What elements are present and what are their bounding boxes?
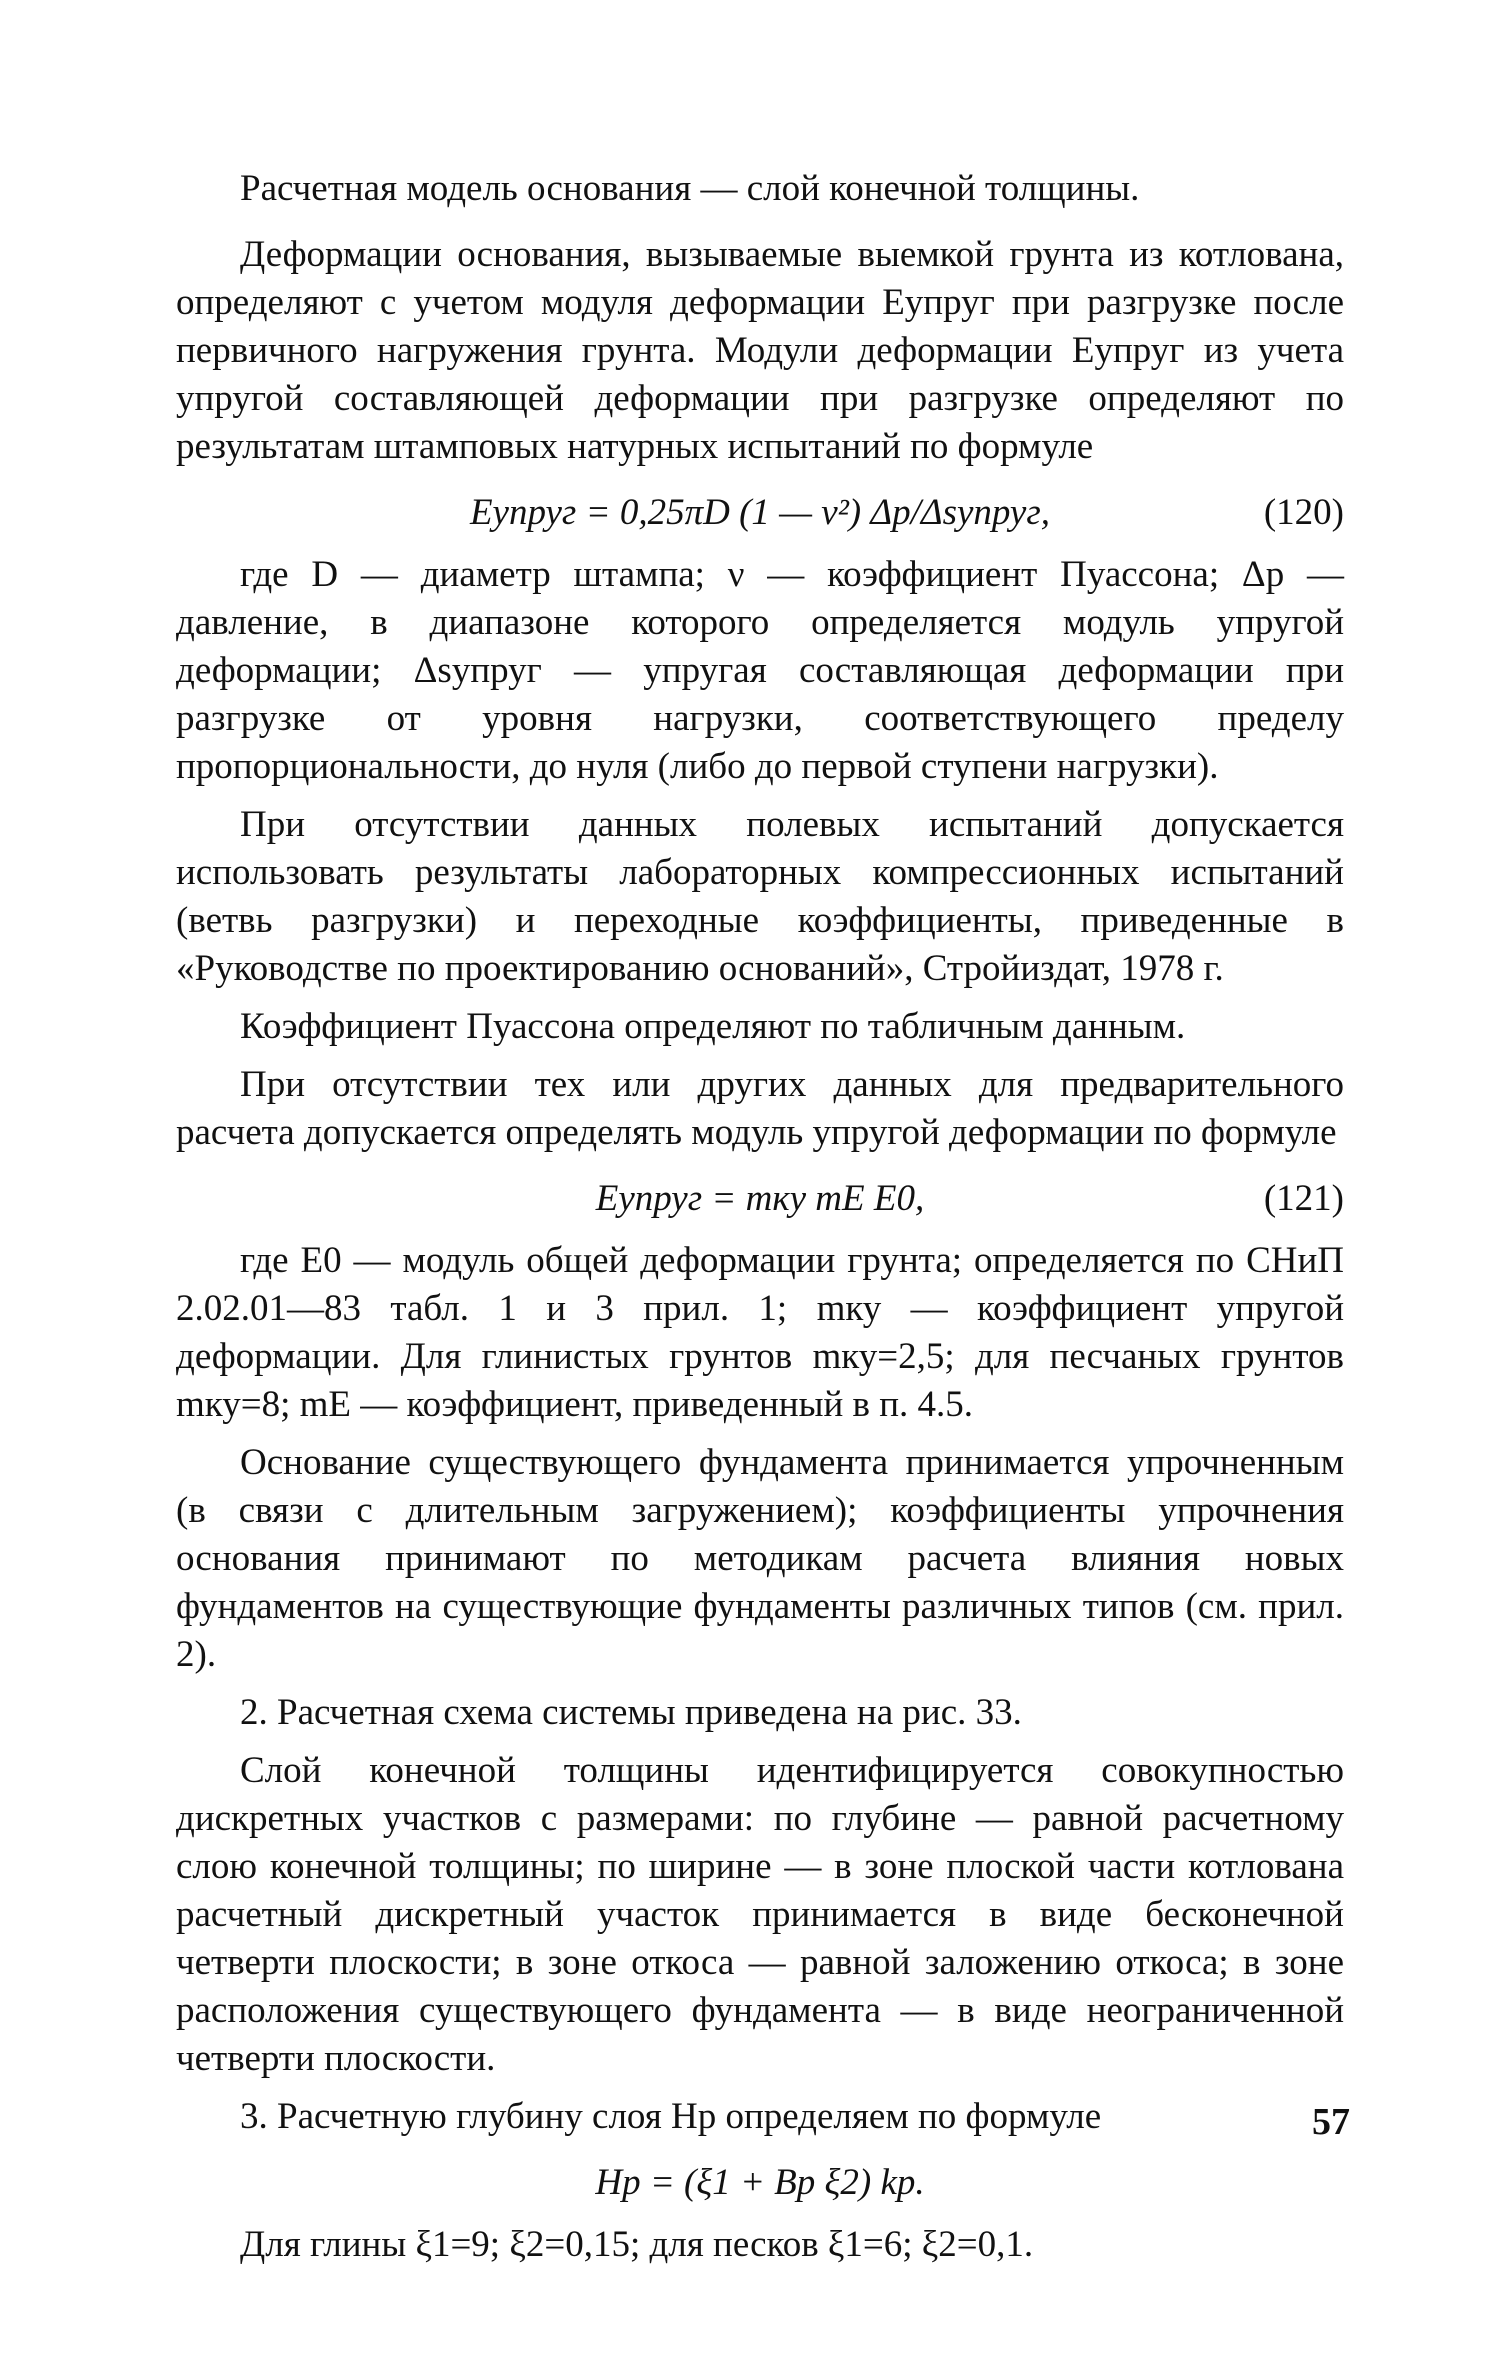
paragraph: Для глины ξ1=9; ξ2=0,15; для песков ξ1=6; ξ2=0,1. — [240, 2224, 1034, 2265]
paragraph: При отсутствии данных полевых испытаний допускается использовать результаты лабораторных компрессионных испытаний (ветвь разгрузки) и переходные коэффициенты, приведенные в «Руководстве по проектированию оснований», Стройиздат, 1978 г. — [176, 804, 1344, 989]
paragraph: 3. Расчетную глубину слоя Hр определяем по формуле — [240, 2096, 1102, 2137]
paragraph: При отсутствии тех или других данных для предварительного расчета допускается определять модуль упругой деформации по формуле — [176, 1064, 1344, 1153]
formula-expression: Eупруг = mку mE E0, — [595, 1178, 925, 1219]
formula-expression: Hр = (ξ1 + Bр ξ2) kр. — [595, 2162, 925, 2203]
formula-number: (121) — [1263, 1178, 1344, 1219]
paragraph: где E0 — модуль общей деформации грунта; определяется по СНиП 2.02.01—83 табл. 1 и 3 прил. 1; mку — коэффициент упругой деформации. Для глинистых грунтов mку=2,5; для песчаных грунтов mку=8; mE — коэффициент, приведенный в п. 4.5. — [176, 1240, 1344, 1425]
paragraph: где D — диаметр штампа; ν — коэффициент Пуассона; Δp — давление, в диапазоне которого определяется модуль упругой деформации; Δsупруг — упругая составляющая деформации при разгрузке от уровня нагрузки, соответствующего пределу пропорциональности, до нуля (либо до первой ступени нагрузки). — [176, 554, 1344, 787]
formula-number: (120) — [1263, 492, 1344, 533]
paragraph: 2. Расчетная схема системы приведена на рис. 33. — [240, 1692, 1022, 1733]
paragraph: Деформации основания, вызываемые выемкой грунта из котлована, определяют с учетом модуля деформации Eупруг при разгрузке после первичного нагружения грунта. Модули деформации Eупруг из учета упругой составляющей деформации при разгрузке определяют по результатам штамповых натурных испытаний по формуле — [176, 234, 1344, 467]
paragraph: Слой конечной толщины идентифицируется совокупностью дискретных участков с размерами: по глубине — равной расчетному слою конечной толщины; по ширине — в зоне плоской части котлована расчетный дискретный участок принимается в виде бесконечной четверти плоскости; в зоне откоса — равной заложению откоса; в зоне расположения существующего фундамента — в виде неограниченной четверти плоскости. — [176, 1750, 1344, 2079]
paragraph: Основание существующего фундамента принимается упрочненным (в связи с длительным загружением); коэффициенты упрочнения основания принимают по методикам расчета влияния новых фундаментов на существующие фундаменты различных типов (см. прил. 2). — [176, 1442, 1344, 1675]
page-body — [176, 165, 1344, 2269]
formula-121 — [176, 1165, 1344, 1229]
formula-hp — [176, 2149, 1344, 2213]
formula-120 — [176, 479, 1344, 543]
paragraph: Расчетная модель основания — слой конечной толщины. — [240, 168, 1140, 209]
page-number: 57 — [1312, 2101, 1350, 2143]
formula-expression: Eупруг = 0,25πD (1 — ν²) Δp/Δsупруг, — [469, 492, 1051, 533]
paragraph: Коэффициент Пуассона определяют по табличным данным. — [240, 1006, 1186, 1047]
